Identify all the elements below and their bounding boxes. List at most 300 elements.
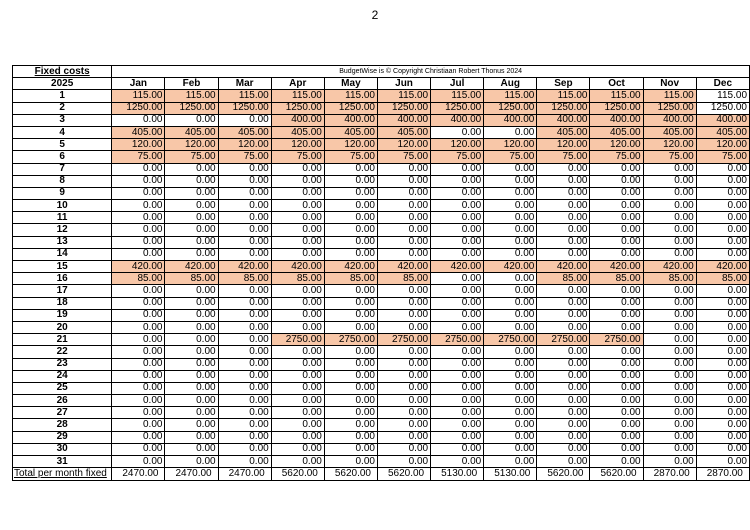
cost-cell[interactable]: 0.00 bbox=[377, 297, 430, 309]
cost-cell[interactable]: 0.00 bbox=[324, 443, 377, 455]
cost-cell[interactable]: 75.00 bbox=[271, 151, 324, 163]
cost-cell[interactable]: 0.00 bbox=[537, 407, 590, 419]
cost-cell[interactable]: 85.00 bbox=[112, 273, 165, 285]
cost-cell[interactable]: 420.00 bbox=[112, 261, 165, 273]
cost-cell[interactable]: 400.00 bbox=[484, 114, 537, 126]
cost-cell[interactable]: 420.00 bbox=[271, 261, 324, 273]
cost-cell[interactable]: 0.00 bbox=[696, 370, 749, 382]
cost-cell[interactable]: 0.00 bbox=[377, 456, 430, 468]
cost-cell[interactable]: 0.00 bbox=[696, 443, 749, 455]
cost-cell[interactable]: 0.00 bbox=[484, 175, 537, 187]
cost-cell[interactable]: 0.00 bbox=[165, 456, 218, 468]
cost-cell[interactable]: 0.00 bbox=[590, 321, 643, 333]
cost-cell[interactable]: 0.00 bbox=[165, 187, 218, 199]
cost-cell[interactable]: 0.00 bbox=[112, 236, 165, 248]
cost-cell[interactable]: 0.00 bbox=[537, 175, 590, 187]
cost-cell[interactable]: 0.00 bbox=[537, 419, 590, 431]
cost-cell[interactable]: 0.00 bbox=[218, 309, 271, 321]
cost-cell[interactable]: 0.00 bbox=[218, 358, 271, 370]
cost-cell[interactable]: 0.00 bbox=[324, 456, 377, 468]
cost-cell[interactable]: 1250.00 bbox=[218, 102, 271, 114]
cost-cell[interactable]: 0.00 bbox=[165, 163, 218, 175]
cost-cell[interactable]: 0.00 bbox=[377, 248, 430, 260]
cost-cell[interactable]: 120.00 bbox=[590, 139, 643, 151]
cost-cell[interactable]: 1250.00 bbox=[377, 102, 430, 114]
cost-cell[interactable]: 0.00 bbox=[271, 163, 324, 175]
cost-cell[interactable]: 2750.00 bbox=[431, 334, 484, 346]
cost-cell[interactable]: 0.00 bbox=[165, 224, 218, 236]
cost-cell[interactable]: 0.00 bbox=[537, 443, 590, 455]
cost-cell[interactable]: 0.00 bbox=[484, 212, 537, 224]
cost-cell[interactable]: 0.00 bbox=[484, 395, 537, 407]
cost-cell[interactable]: 0.00 bbox=[431, 212, 484, 224]
cost-cell[interactable]: 0.00 bbox=[643, 456, 696, 468]
cost-cell[interactable]: 0.00 bbox=[696, 248, 749, 260]
cost-cell[interactable]: 0.00 bbox=[696, 285, 749, 297]
cost-cell[interactable]: 0.00 bbox=[271, 200, 324, 212]
cost-cell[interactable]: 0.00 bbox=[431, 200, 484, 212]
cost-cell[interactable]: 0.00 bbox=[112, 114, 165, 126]
cost-cell[interactable]: 0.00 bbox=[324, 346, 377, 358]
cost-cell[interactable]: 0.00 bbox=[484, 407, 537, 419]
cost-cell[interactable]: 0.00 bbox=[112, 309, 165, 321]
cost-cell[interactable]: 0.00 bbox=[431, 309, 484, 321]
cost-cell[interactable]: 0.00 bbox=[112, 285, 165, 297]
cost-cell[interactable]: 0.00 bbox=[484, 419, 537, 431]
cost-cell[interactable]: 0.00 bbox=[537, 358, 590, 370]
cost-cell[interactable]: 0.00 bbox=[484, 431, 537, 443]
cost-cell[interactable]: 0.00 bbox=[696, 431, 749, 443]
cost-cell[interactable]: 115.00 bbox=[165, 90, 218, 102]
cost-cell[interactable]: 0.00 bbox=[112, 358, 165, 370]
cost-cell[interactable]: 0.00 bbox=[377, 370, 430, 382]
cost-cell[interactable]: 0.00 bbox=[112, 334, 165, 346]
cost-cell[interactable]: 0.00 bbox=[377, 431, 430, 443]
cost-cell[interactable]: 0.00 bbox=[484, 200, 537, 212]
cost-cell[interactable]: 400.00 bbox=[324, 114, 377, 126]
cost-cell[interactable]: 0.00 bbox=[431, 273, 484, 285]
cost-cell[interactable]: 0.00 bbox=[590, 309, 643, 321]
cost-cell[interactable]: 0.00 bbox=[112, 175, 165, 187]
cost-cell[interactable]: 85.00 bbox=[271, 273, 324, 285]
cost-cell[interactable]: 0.00 bbox=[112, 370, 165, 382]
cost-cell[interactable]: 0.00 bbox=[271, 443, 324, 455]
cost-cell[interactable]: 0.00 bbox=[218, 321, 271, 333]
cost-cell[interactable]: 0.00 bbox=[271, 346, 324, 358]
cost-cell[interactable]: 0.00 bbox=[218, 285, 271, 297]
cost-cell[interactable]: 0.00 bbox=[537, 248, 590, 260]
cost-cell[interactable]: 405.00 bbox=[377, 126, 430, 138]
cost-cell[interactable]: 0.00 bbox=[696, 163, 749, 175]
cost-cell[interactable]: 0.00 bbox=[271, 370, 324, 382]
cost-cell[interactable]: 0.00 bbox=[324, 431, 377, 443]
cost-cell[interactable]: 0.00 bbox=[271, 407, 324, 419]
cost-cell[interactable]: 0.00 bbox=[643, 443, 696, 455]
cost-cell[interactable]: 0.00 bbox=[590, 443, 643, 455]
cost-cell[interactable]: 1250.00 bbox=[271, 102, 324, 114]
cost-cell[interactable]: 0.00 bbox=[643, 224, 696, 236]
cost-cell[interactable]: 0.00 bbox=[484, 297, 537, 309]
cost-cell[interactable]: 0.00 bbox=[165, 285, 218, 297]
cost-cell[interactable]: 0.00 bbox=[377, 358, 430, 370]
cost-cell[interactable]: 0.00 bbox=[377, 395, 430, 407]
cost-cell[interactable]: 0.00 bbox=[537, 382, 590, 394]
cost-cell[interactable]: 115.00 bbox=[271, 90, 324, 102]
cost-cell[interactable]: 0.00 bbox=[324, 224, 377, 236]
cost-cell[interactable]: 75.00 bbox=[431, 151, 484, 163]
cost-cell[interactable]: 0.00 bbox=[431, 370, 484, 382]
cost-cell[interactable]: 0.00 bbox=[590, 407, 643, 419]
cost-cell[interactable]: 0.00 bbox=[218, 419, 271, 431]
cost-cell[interactable]: 400.00 bbox=[431, 114, 484, 126]
cost-cell[interactable]: 0.00 bbox=[165, 114, 218, 126]
cost-cell[interactable]: 0.00 bbox=[218, 431, 271, 443]
cost-cell[interactable]: 75.00 bbox=[590, 151, 643, 163]
cost-cell[interactable]: 0.00 bbox=[643, 285, 696, 297]
cost-cell[interactable]: 0.00 bbox=[696, 309, 749, 321]
cost-cell[interactable]: 0.00 bbox=[271, 321, 324, 333]
cost-cell[interactable]: 0.00 bbox=[537, 224, 590, 236]
cost-cell[interactable]: 0.00 bbox=[165, 358, 218, 370]
cost-cell[interactable]: 120.00 bbox=[165, 139, 218, 151]
cost-cell[interactable]: 0.00 bbox=[165, 248, 218, 260]
cost-cell[interactable]: 0.00 bbox=[112, 248, 165, 260]
cost-cell[interactable]: 0.00 bbox=[218, 187, 271, 199]
cost-cell[interactable]: 0.00 bbox=[643, 163, 696, 175]
cost-cell[interactable]: 0.00 bbox=[324, 200, 377, 212]
cost-cell[interactable]: 0.00 bbox=[431, 346, 484, 358]
cost-cell[interactable]: 400.00 bbox=[377, 114, 430, 126]
cost-cell[interactable]: 0.00 bbox=[643, 248, 696, 260]
cost-cell[interactable]: 85.00 bbox=[324, 273, 377, 285]
cost-cell[interactable]: 0.00 bbox=[165, 212, 218, 224]
cost-cell[interactable]: 0.00 bbox=[377, 285, 430, 297]
cost-cell[interactable]: 120.00 bbox=[112, 139, 165, 151]
cost-cell[interactable]: 120.00 bbox=[271, 139, 324, 151]
cost-cell[interactable]: 0.00 bbox=[218, 248, 271, 260]
cost-cell[interactable]: 0.00 bbox=[537, 321, 590, 333]
cost-cell[interactable]: 0.00 bbox=[696, 456, 749, 468]
cost-cell[interactable]: 0.00 bbox=[537, 431, 590, 443]
cost-cell[interactable]: 0.00 bbox=[377, 321, 430, 333]
cost-cell[interactable]: 1250.00 bbox=[165, 102, 218, 114]
cost-cell[interactable]: 400.00 bbox=[537, 114, 590, 126]
cost-cell[interactable]: 0.00 bbox=[324, 175, 377, 187]
cost-cell[interactable]: 0.00 bbox=[590, 175, 643, 187]
cost-cell[interactable]: 0.00 bbox=[218, 236, 271, 248]
cost-cell[interactable]: 1250.00 bbox=[324, 102, 377, 114]
cost-cell[interactable]: 0.00 bbox=[484, 382, 537, 394]
cost-cell[interactable]: 0.00 bbox=[271, 358, 324, 370]
cost-cell[interactable]: 0.00 bbox=[431, 358, 484, 370]
cost-cell[interactable]: 0.00 bbox=[431, 285, 484, 297]
cost-cell[interactable]: 0.00 bbox=[165, 419, 218, 431]
cost-cell[interactable]: 405.00 bbox=[165, 126, 218, 138]
cost-cell[interactable]: 0.00 bbox=[590, 431, 643, 443]
cost-cell[interactable]: 0.00 bbox=[218, 163, 271, 175]
cost-cell[interactable]: 0.00 bbox=[484, 285, 537, 297]
cost-cell[interactable]: 0.00 bbox=[271, 419, 324, 431]
cost-cell[interactable]: 0.00 bbox=[484, 321, 537, 333]
cost-cell[interactable]: 0.00 bbox=[271, 285, 324, 297]
cost-cell[interactable]: 0.00 bbox=[590, 419, 643, 431]
cost-cell[interactable]: 0.00 bbox=[165, 309, 218, 321]
cost-cell[interactable]: 0.00 bbox=[165, 382, 218, 394]
cost-cell[interactable]: 0.00 bbox=[324, 285, 377, 297]
cost-cell[interactable]: 0.00 bbox=[537, 236, 590, 248]
cost-cell[interactable]: 0.00 bbox=[165, 334, 218, 346]
cost-cell[interactable]: 420.00 bbox=[431, 261, 484, 273]
cost-cell[interactable]: 0.00 bbox=[643, 346, 696, 358]
cost-cell[interactable]: 0.00 bbox=[590, 236, 643, 248]
cost-cell[interactable]: 0.00 bbox=[112, 407, 165, 419]
cost-cell[interactable]: 0.00 bbox=[271, 395, 324, 407]
cost-cell[interactable]: 0.00 bbox=[484, 224, 537, 236]
cost-cell[interactable]: 0.00 bbox=[590, 224, 643, 236]
cost-cell[interactable]: 0.00 bbox=[643, 297, 696, 309]
cost-cell[interactable]: 0.00 bbox=[537, 456, 590, 468]
cost-cell[interactable]: 420.00 bbox=[696, 261, 749, 273]
cost-cell[interactable]: 85.00 bbox=[165, 273, 218, 285]
cost-cell[interactable]: 120.00 bbox=[537, 139, 590, 151]
cost-cell[interactable]: 0.00 bbox=[643, 370, 696, 382]
cost-cell[interactable]: 2750.00 bbox=[537, 334, 590, 346]
cost-cell[interactable]: 0.00 bbox=[537, 187, 590, 199]
cost-cell[interactable]: 0.00 bbox=[112, 187, 165, 199]
cost-cell[interactable]: 0.00 bbox=[537, 297, 590, 309]
cost-cell[interactable]: 0.00 bbox=[696, 212, 749, 224]
cost-cell[interactable]: 0.00 bbox=[324, 236, 377, 248]
cost-cell[interactable]: 0.00 bbox=[218, 200, 271, 212]
cost-cell[interactable]: 120.00 bbox=[431, 139, 484, 151]
cost-cell[interactable]: 0.00 bbox=[696, 382, 749, 394]
cost-cell[interactable]: 0.00 bbox=[112, 419, 165, 431]
cost-cell[interactable]: 0.00 bbox=[218, 297, 271, 309]
cost-cell[interactable]: 0.00 bbox=[431, 297, 484, 309]
cost-cell[interactable]: 0.00 bbox=[112, 297, 165, 309]
cost-cell[interactable]: 0.00 bbox=[218, 382, 271, 394]
cost-cell[interactable]: 0.00 bbox=[590, 187, 643, 199]
cost-cell[interactable]: 0.00 bbox=[590, 358, 643, 370]
cost-cell[interactable]: 0.00 bbox=[218, 212, 271, 224]
cost-cell[interactable]: 0.00 bbox=[112, 163, 165, 175]
cost-cell[interactable]: 0.00 bbox=[484, 456, 537, 468]
cost-cell[interactable]: 0.00 bbox=[324, 297, 377, 309]
cost-cell[interactable]: 0.00 bbox=[537, 285, 590, 297]
cost-cell[interactable]: 0.00 bbox=[696, 175, 749, 187]
cost-cell[interactable]: 75.00 bbox=[484, 151, 537, 163]
cost-cell[interactable]: 0.00 bbox=[218, 346, 271, 358]
cost-cell[interactable]: 0.00 bbox=[696, 346, 749, 358]
cost-cell[interactable]: 0.00 bbox=[431, 395, 484, 407]
cost-cell[interactable]: 400.00 bbox=[643, 114, 696, 126]
cost-cell[interactable]: 0.00 bbox=[112, 431, 165, 443]
cost-cell[interactable]: 0.00 bbox=[431, 163, 484, 175]
cost-cell[interactable]: 0.00 bbox=[590, 200, 643, 212]
cost-cell[interactable]: 0.00 bbox=[431, 407, 484, 419]
cost-cell[interactable]: 420.00 bbox=[537, 261, 590, 273]
cost-cell[interactable]: 0.00 bbox=[590, 382, 643, 394]
cost-cell[interactable]: 0.00 bbox=[377, 407, 430, 419]
cost-cell[interactable]: 0.00 bbox=[643, 431, 696, 443]
cost-cell[interactable]: 85.00 bbox=[377, 273, 430, 285]
cost-cell[interactable]: 115.00 bbox=[112, 90, 165, 102]
cost-cell[interactable]: 0.00 bbox=[112, 212, 165, 224]
cost-cell[interactable]: 0.00 bbox=[112, 346, 165, 358]
cost-cell[interactable]: 0.00 bbox=[696, 334, 749, 346]
cost-cell[interactable]: 0.00 bbox=[431, 321, 484, 333]
cost-cell[interactable]: 0.00 bbox=[218, 407, 271, 419]
cost-cell[interactable]: 0.00 bbox=[218, 370, 271, 382]
cost-cell[interactable]: 85.00 bbox=[643, 273, 696, 285]
cost-cell[interactable]: 405.00 bbox=[218, 126, 271, 138]
cost-cell[interactable]: 0.00 bbox=[165, 395, 218, 407]
cost-cell[interactable]: 0.00 bbox=[218, 443, 271, 455]
cost-cell[interactable]: 115.00 bbox=[431, 90, 484, 102]
cost-cell[interactable]: 0.00 bbox=[643, 334, 696, 346]
cost-cell[interactable]: 0.00 bbox=[590, 346, 643, 358]
cost-cell[interactable]: 420.00 bbox=[590, 261, 643, 273]
cost-cell[interactable]: 1250.00 bbox=[484, 102, 537, 114]
cost-cell[interactable]: 0.00 bbox=[537, 309, 590, 321]
cost-cell[interactable]: 0.00 bbox=[696, 395, 749, 407]
cost-cell[interactable]: 420.00 bbox=[643, 261, 696, 273]
cost-cell[interactable]: 0.00 bbox=[696, 187, 749, 199]
cost-cell[interactable]: 0.00 bbox=[165, 200, 218, 212]
cost-cell[interactable]: 0.00 bbox=[431, 236, 484, 248]
cost-cell[interactable]: 0.00 bbox=[484, 248, 537, 260]
cost-cell[interactable]: 115.00 bbox=[324, 90, 377, 102]
cost-cell[interactable]: 0.00 bbox=[484, 443, 537, 455]
cost-cell[interactable]: 1250.00 bbox=[696, 102, 749, 114]
cost-cell[interactable]: 0.00 bbox=[271, 297, 324, 309]
cost-cell[interactable]: 0.00 bbox=[165, 321, 218, 333]
cost-cell[interactable]: 75.00 bbox=[377, 151, 430, 163]
cost-cell[interactable]: 1250.00 bbox=[643, 102, 696, 114]
cost-cell[interactable]: 405.00 bbox=[537, 126, 590, 138]
cost-cell[interactable]: 0.00 bbox=[537, 163, 590, 175]
cost-cell[interactable]: 405.00 bbox=[112, 126, 165, 138]
cost-cell[interactable]: 0.00 bbox=[218, 395, 271, 407]
cost-cell[interactable]: 0.00 bbox=[377, 187, 430, 199]
cost-cell[interactable]: 120.00 bbox=[643, 139, 696, 151]
cost-cell[interactable]: 115.00 bbox=[537, 90, 590, 102]
cost-cell[interactable]: 0.00 bbox=[484, 346, 537, 358]
cost-cell[interactable]: 120.00 bbox=[484, 139, 537, 151]
cost-cell[interactable]: 1250.00 bbox=[590, 102, 643, 114]
cost-cell[interactable]: 75.00 bbox=[324, 151, 377, 163]
cost-cell[interactable]: 120.00 bbox=[377, 139, 430, 151]
cost-cell[interactable]: 0.00 bbox=[165, 175, 218, 187]
cost-cell[interactable]: 0.00 bbox=[377, 443, 430, 455]
cost-cell[interactable]: 75.00 bbox=[696, 151, 749, 163]
cost-cell[interactable]: 0.00 bbox=[271, 236, 324, 248]
cost-cell[interactable]: 0.00 bbox=[696, 224, 749, 236]
cost-cell[interactable]: 0.00 bbox=[271, 456, 324, 468]
cost-cell[interactable]: 0.00 bbox=[324, 321, 377, 333]
cost-cell[interactable]: 0.00 bbox=[377, 200, 430, 212]
cost-cell[interactable]: 0.00 bbox=[271, 224, 324, 236]
cost-cell[interactable]: 0.00 bbox=[218, 114, 271, 126]
cost-cell[interactable]: 0.00 bbox=[696, 419, 749, 431]
cost-cell[interactable]: 0.00 bbox=[324, 395, 377, 407]
cost-cell[interactable]: 0.00 bbox=[324, 309, 377, 321]
cost-cell[interactable]: 0.00 bbox=[431, 431, 484, 443]
cost-cell[interactable]: 0.00 bbox=[165, 236, 218, 248]
cost-cell[interactable]: 0.00 bbox=[218, 175, 271, 187]
cost-cell[interactable]: 0.00 bbox=[377, 163, 430, 175]
cost-cell[interactable]: 0.00 bbox=[112, 321, 165, 333]
cost-cell[interactable]: 0.00 bbox=[431, 175, 484, 187]
cost-cell[interactable]: 405.00 bbox=[643, 126, 696, 138]
cost-cell[interactable]: 0.00 bbox=[431, 126, 484, 138]
cost-cell[interactable]: 0.00 bbox=[165, 443, 218, 455]
cost-cell[interactable]: 0.00 bbox=[377, 346, 430, 358]
cost-cell[interactable]: 115.00 bbox=[643, 90, 696, 102]
cost-cell[interactable]: 0.00 bbox=[484, 358, 537, 370]
cost-cell[interactable]: 115.00 bbox=[484, 90, 537, 102]
cost-cell[interactable]: 2750.00 bbox=[590, 334, 643, 346]
cost-cell[interactable]: 0.00 bbox=[590, 395, 643, 407]
cost-cell[interactable]: 75.00 bbox=[537, 151, 590, 163]
cost-cell[interactable]: 120.00 bbox=[218, 139, 271, 151]
cost-cell[interactable]: 0.00 bbox=[324, 419, 377, 431]
cost-cell[interactable]: 0.00 bbox=[112, 456, 165, 468]
cost-cell[interactable]: 0.00 bbox=[377, 419, 430, 431]
cost-cell[interactable]: 0.00 bbox=[377, 309, 430, 321]
cost-cell[interactable]: 2750.00 bbox=[484, 334, 537, 346]
cost-cell[interactable]: 0.00 bbox=[324, 407, 377, 419]
cost-cell[interactable]: 0.00 bbox=[431, 248, 484, 260]
cost-cell[interactable]: 0.00 bbox=[112, 200, 165, 212]
cost-cell[interactable]: 0.00 bbox=[324, 212, 377, 224]
cost-cell[interactable]: 0.00 bbox=[324, 358, 377, 370]
cost-cell[interactable]: 0.00 bbox=[484, 236, 537, 248]
cost-cell[interactable]: 85.00 bbox=[696, 273, 749, 285]
cost-cell[interactable]: 0.00 bbox=[377, 175, 430, 187]
cost-cell[interactable]: 115.00 bbox=[218, 90, 271, 102]
cost-cell[interactable]: 0.00 bbox=[165, 346, 218, 358]
cost-cell[interactable]: 0.00 bbox=[643, 309, 696, 321]
cost-cell[interactable]: 405.00 bbox=[696, 126, 749, 138]
cost-cell[interactable]: 0.00 bbox=[431, 419, 484, 431]
cost-cell[interactable]: 0.00 bbox=[431, 382, 484, 394]
cost-cell[interactable]: 0.00 bbox=[112, 224, 165, 236]
cost-cell[interactable]: 0.00 bbox=[484, 126, 537, 138]
cost-cell[interactable]: 0.00 bbox=[590, 297, 643, 309]
cost-cell[interactable]: 115.00 bbox=[590, 90, 643, 102]
cost-cell[interactable]: 0.00 bbox=[590, 248, 643, 260]
cost-cell[interactable]: 75.00 bbox=[218, 151, 271, 163]
cost-cell[interactable]: 0.00 bbox=[643, 395, 696, 407]
cost-cell[interactable]: 400.00 bbox=[271, 114, 324, 126]
cost-cell[interactable]: 2750.00 bbox=[377, 334, 430, 346]
cost-cell[interactable]: 0.00 bbox=[537, 395, 590, 407]
cost-cell[interactable]: 0.00 bbox=[271, 248, 324, 260]
cost-cell[interactable]: 0.00 bbox=[218, 456, 271, 468]
cost-cell[interactable]: 85.00 bbox=[590, 273, 643, 285]
cost-cell[interactable]: 0.00 bbox=[643, 200, 696, 212]
cost-cell[interactable]: 75.00 bbox=[643, 151, 696, 163]
cost-cell[interactable]: 0.00 bbox=[537, 212, 590, 224]
cost-cell[interactable]: 0.00 bbox=[537, 346, 590, 358]
cost-cell[interactable]: 405.00 bbox=[324, 126, 377, 138]
cost-cell[interactable]: 0.00 bbox=[431, 224, 484, 236]
cost-cell[interactable]: 420.00 bbox=[218, 261, 271, 273]
cost-cell[interactable]: 0.00 bbox=[696, 297, 749, 309]
cost-cell[interactable]: 0.00 bbox=[324, 370, 377, 382]
cost-cell[interactable]: 0.00 bbox=[590, 163, 643, 175]
